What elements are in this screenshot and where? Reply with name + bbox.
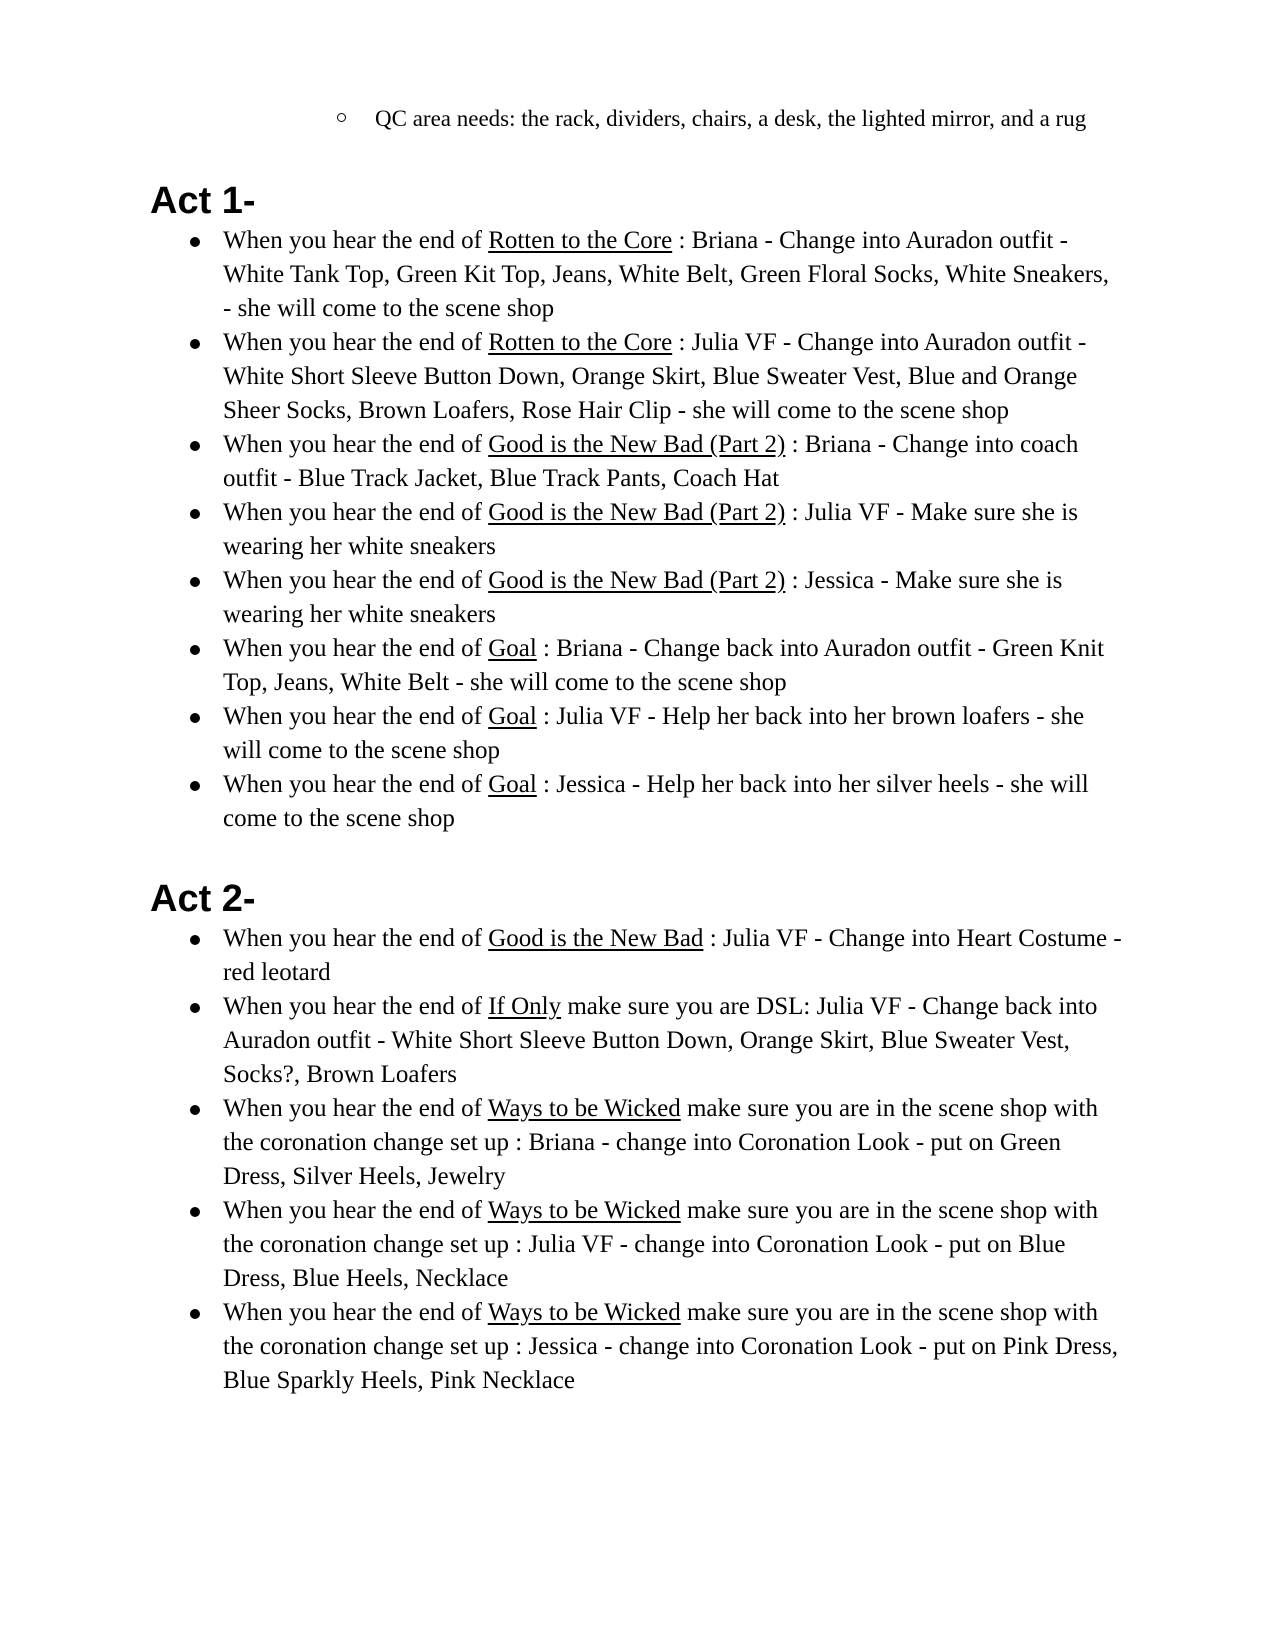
cue-prefix: When you hear the end of: [223, 1197, 488, 1224]
bullet-icon: [190, 1105, 200, 1115]
bullet-icon: [190, 1003, 200, 1013]
cue-text: : Jessica - Make sure she is wearing her white sneakers: [223, 567, 1063, 628]
bullet-icon: [190, 935, 200, 945]
bullet-icon: [190, 781, 200, 791]
cue-prefix: When you hear the end of: [223, 499, 489, 526]
act-2-cue-list: [150, 922, 1150, 1398]
cue-text: make sure you are DSL: Julia VF - Change back into Auradon outfit - White Short Sleeve Button Down, Orange Skirt, Blue Sweater Vest, Socks?, Brown Loafers: [223, 993, 1098, 1088]
cue-item: [150, 768, 1123, 836]
bullet-icon: [190, 237, 200, 247]
cue-prefix: When you hear the end of: [223, 1299, 488, 1326]
cue-item: [150, 326, 1123, 428]
song-title: Good is the New Bad (Part 2): [488, 499, 786, 526]
cue-item: [150, 1092, 1123, 1194]
cue-text: : Briana - Change back into Auradon outfit - Green Knit Top, Jeans, White Belt - she will come to the scene shop: [223, 635, 1105, 696]
act-1-section: [150, 178, 1150, 836]
cue-text: : Briana - Change into coach outfit - Blue Track Jacket, Blue Track Pants, Coach Hat: [223, 431, 1079, 492]
act-2-section: [150, 876, 1150, 1398]
cue-item: [150, 1296, 1123, 1398]
cue-prefix: When you hear the end of: [223, 567, 489, 594]
cue-item: [150, 922, 1123, 990]
cue-prefix: When you hear the end of: [223, 329, 489, 356]
cue-item: [150, 496, 1123, 564]
song-title: Rotten to the Core: [488, 329, 673, 356]
song-title: Goal: [488, 703, 537, 730]
song-title: Goal: [488, 635, 537, 662]
hollow-bullet-icon: [337, 113, 346, 122]
cue-item: [150, 564, 1123, 632]
song-title: Good is the New Bad (Part 2): [488, 431, 786, 458]
song-title: Goal: [488, 771, 537, 798]
cue-text: : Julia VF - Make sure she is wearing her white sneakers: [223, 499, 1078, 560]
cue-text: make sure you are in the scene shop with the coronation change set up : Julia VF - change into Coronation Look - put on Blue Dress, Blue Heels, Necklace: [223, 1197, 1098, 1292]
bullet-icon: [190, 577, 200, 587]
song-title: Good is the New Bad: [488, 925, 704, 952]
bullet-icon: [190, 1207, 200, 1217]
cue-text: : Julia VF - Help her back into her brown loafers - she will come to the scene shop: [223, 703, 1085, 764]
qc-note-list: [337, 102, 1237, 136]
cue-text: : Jessica - Help her back into her silver heels - she will come to the scene shop: [223, 771, 1089, 832]
bullet-icon: [190, 1309, 200, 1319]
act-2-heading: Act 2-: [150, 878, 256, 920]
bullet-icon: [190, 509, 200, 519]
cue-text: : Julia VF - Change into Auradon outfit - White Short Sleeve Button Down, Orange Skirt, Blue Sweater Vest, Blue and Orange Sheer Socks, Brown Loafers, Rose Hair Clip - she will come to the scene shop: [223, 329, 1087, 424]
cue-prefix: When you hear the end of: [223, 227, 489, 254]
cue-prefix: When you hear the end of: [223, 703, 489, 730]
song-title: Rotten to the Core: [488, 227, 673, 254]
cue-prefix: When you hear the end of: [223, 993, 489, 1020]
song-title: Ways to be Wicked: [487, 1197, 681, 1224]
cue-prefix: When you hear the end of: [223, 431, 489, 458]
cue-prefix: When you hear the end of: [223, 1095, 488, 1122]
cue-item: [150, 224, 1123, 326]
bullet-icon: [190, 713, 200, 723]
cue-prefix: When you hear the end of: [223, 635, 489, 662]
act-1-cue-list: [150, 224, 1150, 836]
cue-text: : Julia VF - Change into Heart Costume - red leotard: [223, 925, 1122, 986]
cue-item: [150, 700, 1123, 768]
cue-text: make sure you are in the scene shop with the coronation change set up : Briana - change into Coronation Look - put on Green Dress, Silver Heels, Jewelry: [223, 1095, 1098, 1190]
cue-item: [150, 990, 1123, 1092]
cue-item: [150, 632, 1123, 700]
cue-text: make sure you are in the scene shop with the coronation change set up : Jessica - change into Coronation Look - put on Pink Dress, Blue Sparkly Heels, Pink Necklace: [223, 1299, 1118, 1394]
song-title: Good is the New Bad (Part 2): [488, 567, 786, 594]
song-title: Ways to be Wicked: [487, 1299, 681, 1326]
cue-item: [150, 1194, 1123, 1296]
bullet-icon: [190, 441, 200, 451]
qc-note-item: [337, 102, 1237, 136]
cue-item: [150, 428, 1123, 496]
qc-note-text: QC area needs: the rack, dividers, chairs, a desk, the lighted mirror, and a rug: [375, 106, 1087, 131]
cue-prefix: When you hear the end of: [223, 925, 489, 952]
cue-prefix: When you hear the end of: [223, 771, 489, 798]
song-title: Ways to be Wicked: [487, 1095, 681, 1122]
song-title: If Only: [488, 993, 562, 1020]
cue-text: : Briana - Change into Auradon outfit - White Tank Top, Green Kit Top, Jeans, White Belt, Green Floral Socks, White Sneakers, - she will come to the scene shop: [223, 227, 1110, 322]
bullet-icon: [190, 339, 200, 349]
bullet-icon: [190, 645, 200, 655]
act-1-heading: Act 1-: [150, 180, 256, 222]
